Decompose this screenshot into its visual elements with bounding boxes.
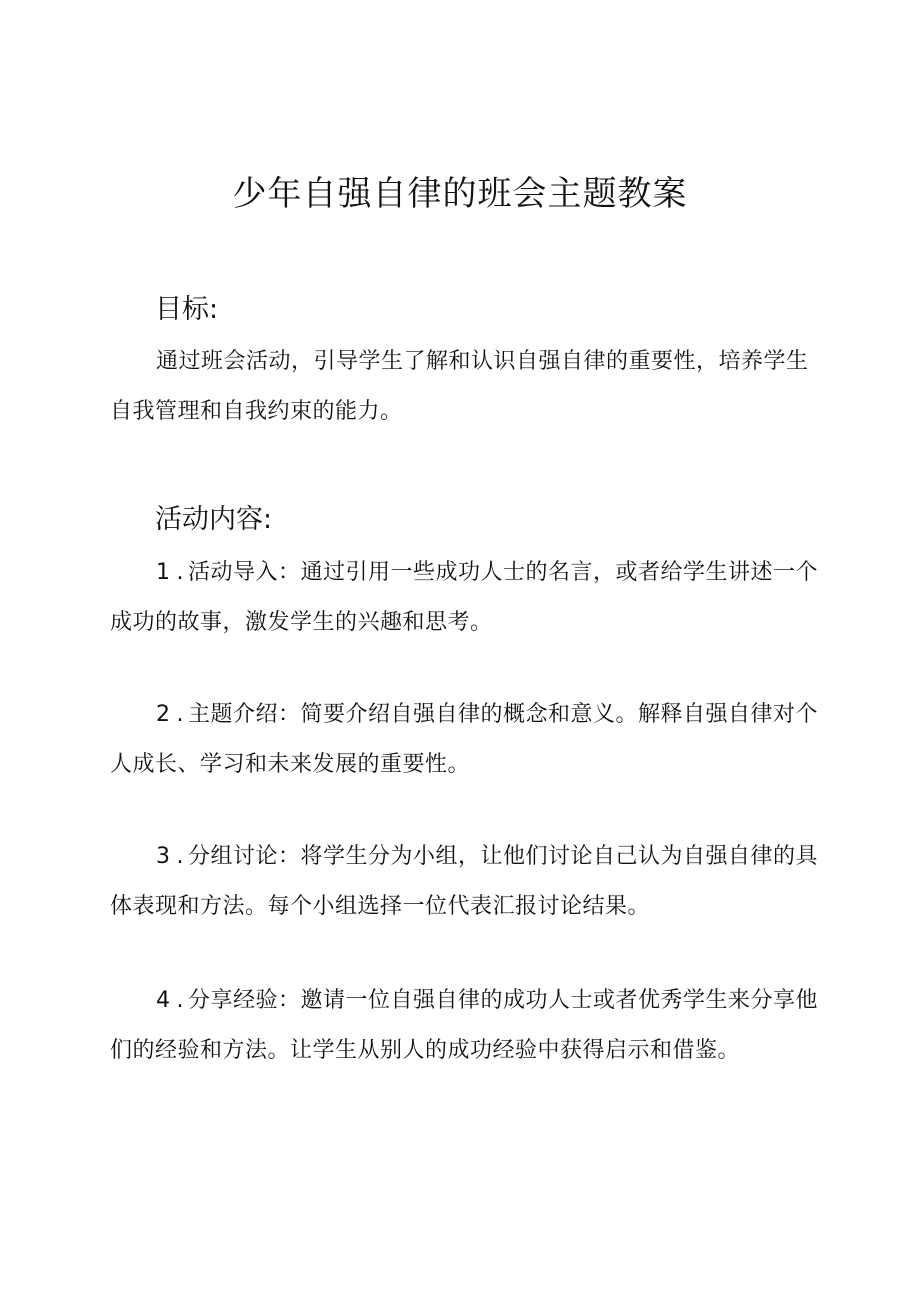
activity-item-number: 1 [156, 560, 171, 585]
page-title: 少年自强自律的班会主题教案 [232, 174, 688, 214]
activity-item-dot: . [176, 844, 184, 869]
activity-item [110, 832, 830, 932]
goal-paragraph: 通过班会活动，引导学生了解和认识自强自律的重要性，培养学生自我管理和自我约束的能力。 [110, 349, 809, 424]
goal-heading: 目标: [155, 294, 219, 325]
activity-item-dot: . [176, 560, 184, 585]
activity-item-number: 2 [156, 702, 171, 727]
activity-item [110, 690, 830, 790]
activity-item-dot: . [176, 988, 184, 1013]
activity-item-dot: . [176, 702, 184, 727]
activity-item [110, 548, 830, 648]
activity-item-text: 分组讨论：将学生分为小组，让他们讨论自己认为自强自律的具体表现和方法。每个小组选择一位代表汇报讨论结果。 [110, 844, 819, 919]
activity-item-text: 活动导入：通过引用一些成功人士的名言，或者给学生讲述一个成功的故事，激发学生的兴趣和思考。 [110, 560, 819, 635]
activity-item-number: 3 [156, 844, 171, 869]
activity-item-text: 分享经验：邀请一位自强自律的成功人士或者优秀学生来分享他们的经验和方法。让学生从别人的成功经验中获得启示和借鉴。 [110, 988, 819, 1063]
activity-item [110, 976, 830, 1076]
activity-item-text: 主题介绍：简要介绍自强自律的概念和意义。解释自强自律对个人成长、学习和未来发展的重要性。 [110, 702, 819, 777]
activities-heading: 活动内容: [155, 504, 273, 535]
activity-item-number: 4 [156, 988, 171, 1013]
